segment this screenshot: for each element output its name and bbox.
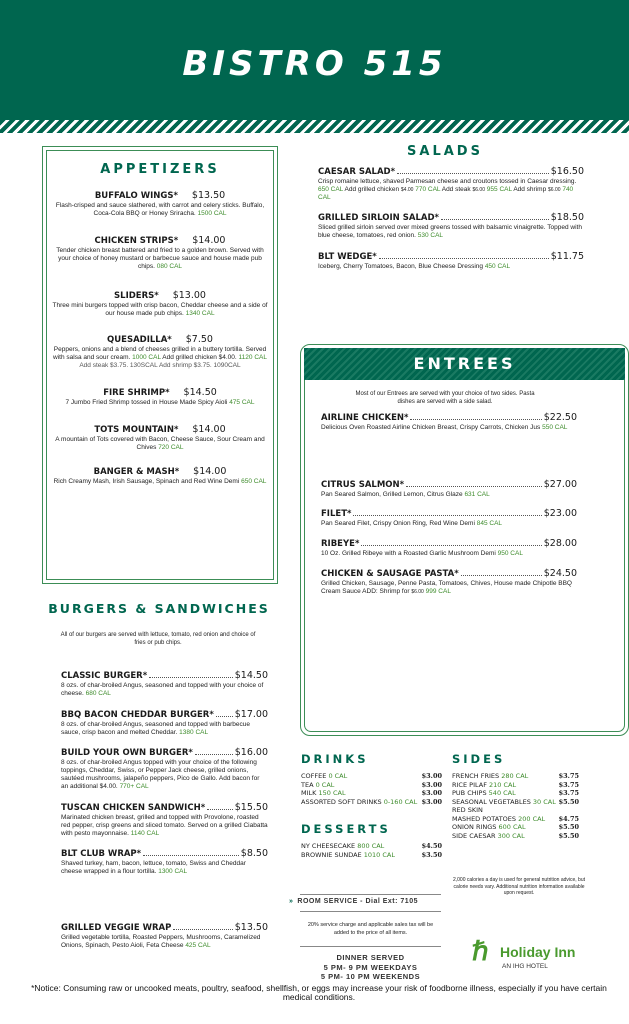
item-addon-calories: 955 CAL <box>486 186 512 193</box>
item-addon-price: $6.00 <box>472 187 485 193</box>
item-addon-calories: 1120 CAL <box>238 354 267 361</box>
item-calories: 999 CAL <box>425 588 451 595</box>
item-price: $27.00 <box>543 479 577 490</box>
sides-list <box>452 772 579 840</box>
drink-price: $3.00 <box>421 780 442 789</box>
item-addon-line: Add steak $3.75. 130SCAL Add shrimp $3.75. 1090CAL <box>79 362 241 369</box>
menu-item <box>318 251 584 271</box>
item-name: GRILLED SIRLOIN SALAD* <box>318 213 439 223</box>
drink-price: $3.00 <box>421 772 442 780</box>
item-name: BANGER & MASH* <box>93 467 180 477</box>
item-description: Flash-crisped and sauce slathered, with carrot and celery sticks. Buffalo, Coca-Cola BBQ or Honey Sriracha. <box>55 202 265 217</box>
sides-title: SIDES <box>452 752 506 766</box>
drink-name: ASSORTED SOFT DRINKS <box>301 797 382 806</box>
item-calories: 1340 CAL <box>185 310 215 317</box>
item-calories: 1500 CAL <box>197 210 227 217</box>
item-price: $8.50 <box>240 848 268 859</box>
item-description: Pan Seared Salmon, Grilled Lemon, Citrus Glaze <box>321 491 463 498</box>
item-price: $14.50 <box>234 670 268 681</box>
item-addon: Add steak <box>441 186 471 193</box>
item-description: Sliced grilled sirloin served over mixed greens tossed with balsamic vinaigrette. Topped with blue cheese, tomatoes, red onion. <box>318 224 582 239</box>
item-calories: 530 CAL <box>417 232 444 239</box>
restaurant-title: BISTRO 515 <box>182 44 447 84</box>
weekday-hours: 5 PM- 9 PM WEEKDAYS <box>323 962 418 972</box>
item-description: 8 ozs. of char-broiled Angus topped with your choice of the following toppings, Cheddar, Swiss, or Pepper Jack cheese, grilled onions, sautéed mushrooms, jalapeño peppers, Pico de Gallo. Add bacon for an additional $4.00. <box>61 759 260 790</box>
item-calories: 680 CAL <box>85 690 111 697</box>
menu-item <box>50 424 270 452</box>
divider <box>300 894 441 895</box>
item-addon-calories: 740 CAL <box>318 186 574 201</box>
side-price: $5.50 <box>558 797 579 806</box>
item-price: $11.75 <box>550 251 584 262</box>
item-name: CHICKEN & SAUSAGE PASTA* <box>321 569 459 579</box>
item-description: A mountain of Tots covered with Bacon, Cheese Sauce, Sour Cream and Chives <box>55 436 265 451</box>
item-calories: 1300 CAL <box>158 868 188 875</box>
list-item <box>452 789 579 798</box>
item-name: FILET* <box>321 509 352 519</box>
item-name: FIRE SHRIMP* <box>103 388 170 398</box>
item-price: $17.00 <box>234 709 268 720</box>
double-arrow-icon: » <box>289 898 294 905</box>
item-name: QUESADILLA* <box>107 335 172 345</box>
item-calories: 1380 CAL <box>179 729 209 736</box>
item-calories: 1000 CAL <box>132 354 161 361</box>
side-calories: 30 CAL <box>532 797 556 806</box>
salads-title: SALADS <box>407 144 483 159</box>
item-calories: 425 CAL <box>185 942 211 949</box>
menu-item <box>50 235 270 271</box>
item-price: $14.50 <box>183 387 217 398</box>
item-calories: 650 CAL <box>241 478 267 485</box>
item-calories: 080 CAL <box>156 263 183 270</box>
logo-subtitle: AN IHG HOTEL <box>502 963 548 970</box>
item-description: Peppers, onions and a blend of cheeses grilled in a buttery tortilla. Served with salsa and sour cream. <box>53 346 267 361</box>
item-name: CHICKEN STRIPS* <box>94 236 179 246</box>
item-name: CAESAR SALAD* <box>318 167 396 177</box>
side-price: $5.50 <box>558 831 579 840</box>
item-name: BUFFALO WINGS* <box>94 191 178 201</box>
holiday-inn-logo <box>472 938 592 978</box>
item-description: Pan Seared Filet, Crispy Onion Ring, Red Wine Demi <box>321 520 475 527</box>
list-item <box>452 772 579 781</box>
item-description: Crisp romaine lettuce, shaved Parmesan cheese and croutons tossed in Caesar dressing. <box>318 178 577 185</box>
nutrition-note: 2,000 calories a day is used for general nutrition advice, but calorie needs vary. Additional nutrition information available upon request. <box>452 877 586 896</box>
item-description: Shaved turkey, ham, bacon, lettuce, tomato, Swiss and Cheddar cheese wrapped in a flour tortilla. <box>61 860 246 875</box>
side-calories: 200 CAL <box>518 814 546 823</box>
menu-item <box>61 747 268 791</box>
side-name: ONION RINGS <box>452 823 497 831</box>
service-charge-note: 20% service charge and applicable sales tax will be added to the price of all items. <box>307 922 434 936</box>
item-price: $13.00 <box>172 290 206 301</box>
item-name: TUSCAN CHICKEN SANDWICH* <box>61 803 206 813</box>
item-calories: 475 CAL <box>229 399 255 406</box>
item-calories: 950 CAL <box>497 550 523 557</box>
drink-price: $3.00 <box>421 789 442 797</box>
side-name: PUB CHIPS <box>452 789 487 797</box>
item-price: $23.00 <box>543 508 577 519</box>
dinner-served-title: DINNER SERVED <box>336 953 405 962</box>
side-name: RED SKIN <box>452 806 483 814</box>
item-addon: Add grilled chicken $4.00. <box>162 354 237 361</box>
drink-name: MILK <box>301 789 317 797</box>
drink-price: $3.00 <box>421 797 442 806</box>
weekend-hours: 5 PM- 10 PM WEEKENDS <box>320 972 421 981</box>
side-price: $5.50 <box>558 823 579 831</box>
item-calories: 770+ CAL <box>119 783 149 790</box>
menu-item <box>321 568 577 596</box>
item-price: $22.50 <box>543 412 577 423</box>
side-name: SEASONAL VEGETABLES <box>452 797 531 806</box>
dessert-price: $4.50 <box>421 842 442 850</box>
side-name: SIDE CAESAR <box>452 831 496 840</box>
item-description: 7 Jumbo Fried Shrimp tossed in House Made Spicy Aioli <box>65 399 228 406</box>
menu-item <box>50 290 270 318</box>
list-item <box>301 842 442 851</box>
side-name: MASHED POTATOES <box>452 814 517 823</box>
dessert-name: BROWNIE SUNDAE <box>301 850 362 859</box>
item-price: $28.00 <box>543 538 577 549</box>
side-name: RICE PILAF <box>452 780 487 789</box>
menu-item <box>61 848 268 876</box>
item-description: Tender chicken breast battered and fried to a golden brown. Served with your choice of honey mustard or barbecue sauce and house made pub chips. <box>56 247 264 270</box>
dessert-name: NY CHEESECAKE <box>301 842 356 850</box>
menu-item <box>50 334 270 370</box>
divider <box>300 911 441 912</box>
item-name: BLT WEDGE* <box>318 252 377 262</box>
item-name: RIBEYE* <box>321 539 360 549</box>
item-description: Grilled vegetable tortilla, Roasted Peppers, Mushrooms, Caramelized Onions, Spinach, Pesto Aioli, Feta Cheese <box>61 934 261 949</box>
item-price: $14.00 <box>192 424 226 435</box>
drinks-title: DRINKS <box>301 752 369 766</box>
side-name: FRENCH FRIES <box>452 772 500 780</box>
side-price: $3.75 <box>558 772 579 780</box>
side-calories: 540 CAL <box>488 789 516 797</box>
menu-item <box>321 538 577 558</box>
item-price: $16.00 <box>234 747 268 758</box>
item-addon-price: $4.00 <box>400 187 414 193</box>
menu-item <box>50 466 270 486</box>
item-addon: Add shrimp <box>513 186 547 193</box>
item-name: TOTS MOUNTAIN* <box>94 425 179 435</box>
burgers-intro: All of our burgers are served with lettuce, tomato, red onion and choice of fries or pub chips. <box>60 632 256 646</box>
list-item <box>452 781 579 790</box>
menu-item <box>61 802 268 838</box>
dessert-calories: 800 CAL <box>357 842 385 850</box>
drinks-list <box>301 772 442 806</box>
appetizers-title: APPETIZERS <box>100 162 220 177</box>
item-addon-price: $6.00 <box>411 589 424 595</box>
holiday-inn-h-icon: ℏ <box>472 936 489 966</box>
side-price: $3.75 <box>558 780 579 789</box>
item-description: Three mini burgers topped with crisp bacon, Cheddar cheese and a side of our house made pub chips. <box>52 302 268 317</box>
list-item <box>301 789 442 798</box>
dessert-price: $3.50 <box>421 850 442 859</box>
list-item <box>452 832 579 841</box>
list-item <box>452 823 579 832</box>
entrees-intro: Most of our Entrees are served with your choice of two sides. Pasta dishes are served with a side salad. <box>355 391 535 405</box>
drink-name: TEA <box>301 780 314 789</box>
list-item <box>301 781 442 790</box>
item-name: CLASSIC BURGER* <box>61 671 148 681</box>
item-name: GRILLED VEGGIE WRAP <box>61 923 172 933</box>
item-name: SLIDERS* <box>114 291 159 301</box>
menu-item <box>50 387 270 407</box>
room-service-label: » ROOM SERVICE - Dial Ext: 7105 <box>289 898 418 905</box>
list-item <box>452 806 579 815</box>
side-calories: 210 CAL <box>489 780 517 789</box>
side-price: $3.75 <box>558 789 579 797</box>
item-description: 8 ozs. of char-broiled Angus, seasoned and topped with barbecue sauce, crisp bacon and melted Cheddar. <box>61 721 250 736</box>
dinner-hours <box>300 953 441 982</box>
menu-item <box>321 479 577 499</box>
list-item <box>452 815 579 824</box>
item-calories: 550 CAL <box>542 424 568 431</box>
item-description: 10 Oz. Grilled Ribeye with a Roasted Garlic Mushroom Demi <box>321 550 496 557</box>
item-addon-calories: 770 CAL <box>415 186 441 193</box>
logo-name: Holiday Inn <box>500 944 576 960</box>
dessert-calories: 1010 CAL <box>363 850 395 859</box>
side-price: $4.75 <box>558 814 579 823</box>
item-calories: 450 CAL <box>484 263 511 270</box>
drink-calories: 0 CAL <box>315 780 335 789</box>
item-calories: 720 CAL <box>158 444 184 451</box>
menu-item <box>318 166 584 202</box>
item-price: $16.50 <box>550 166 584 177</box>
item-name: BBQ BACON CHEDDAR BURGER* <box>61 710 214 720</box>
item-price: $18.50 <box>550 212 584 223</box>
desserts-list <box>301 842 442 859</box>
side-calories: 300 CAL <box>497 831 525 840</box>
item-description: Grilled Chicken, Sausage, Penne Pasta, Tomatoes, Chives, House made Chipotle BBQ Cream Sauce ADD: Shrimp for <box>321 580 572 595</box>
menu-item <box>61 709 268 737</box>
item-calories: 1140 CAL <box>130 830 160 837</box>
item-price: $14.00 <box>193 466 227 477</box>
list-item <box>301 798 442 807</box>
item-price: $24.50 <box>543 568 577 579</box>
header-stripe-divider <box>0 120 629 133</box>
item-price: $14.00 <box>192 235 226 246</box>
item-name: BLT CLUB WRAP* <box>61 849 142 859</box>
item-price: $13.50 <box>234 922 268 933</box>
drink-calories: 150 CAL <box>318 789 346 797</box>
list-item <box>301 772 442 781</box>
item-description: Marinated chicken breast, grilled and topped with Provolone, roasted red pepper, crisp greens and sliced tomato. Served on a grilled Ciabatta with pesto mayonnaise. <box>61 814 268 837</box>
item-description: 8 ozs. of char-broiled Angus, seasoned and topped with your choice of cheese. <box>61 682 264 697</box>
entrees-title: ENTREES <box>304 348 625 380</box>
menu-item <box>50 190 270 218</box>
drink-calories: 0 CAL <box>328 772 348 780</box>
item-price: $15.50 <box>234 802 268 813</box>
menu-item <box>321 508 577 528</box>
item-addon: Add grilled chicken <box>344 186 400 193</box>
side-calories: 600 CAL <box>498 823 526 831</box>
item-description: Rich Creamy Mash, Irish Sausage, Spinach and Red Wine Demi <box>53 478 240 485</box>
item-description: Iceberg, Cherry Tomatoes, Bacon, Blue Cheese Dressing <box>318 263 483 270</box>
item-name: AIRLINE CHICKEN* <box>321 413 409 423</box>
menu-item <box>61 670 268 698</box>
menu-item <box>318 212 584 240</box>
header-banner <box>0 0 629 120</box>
divider <box>300 946 441 947</box>
list-item <box>301 851 442 860</box>
desserts-title: DESSERTS <box>301 822 391 836</box>
item-calories: 650 CAL <box>318 186 344 193</box>
item-calories: 631 CAL <box>464 491 490 498</box>
drink-calories: 0-160 CAL <box>383 797 418 806</box>
item-name: CITRUS SALMON* <box>321 480 405 490</box>
menu-item <box>321 412 577 432</box>
list-item <box>452 798 579 807</box>
burgers-title: BURGERS & SANDWICHES <box>48 601 270 616</box>
drink-name: COFFEE <box>301 772 327 780</box>
menu-item <box>61 922 268 950</box>
item-price: $13.50 <box>191 190 226 201</box>
item-price: $7.50 <box>185 334 213 345</box>
side-calories: 280 CAL <box>501 772 529 780</box>
item-addon-price: $6.00 <box>548 187 561 193</box>
item-calories: 845 CAL <box>476 520 503 527</box>
item-description: Delicious Oven Roasted Airline Chicken Breast, Crispy Carrots, Chicken Jus <box>321 424 541 431</box>
item-name: BUILD YOUR OWN BURGER* <box>61 748 193 758</box>
foodborne-illness-notice: *Notice: Consuming raw or uncooked meats, poultry, seafood, shellfish, or eggs may increase your risk of foodborne illness, especially if you have certain medical conditions. <box>31 983 607 1002</box>
